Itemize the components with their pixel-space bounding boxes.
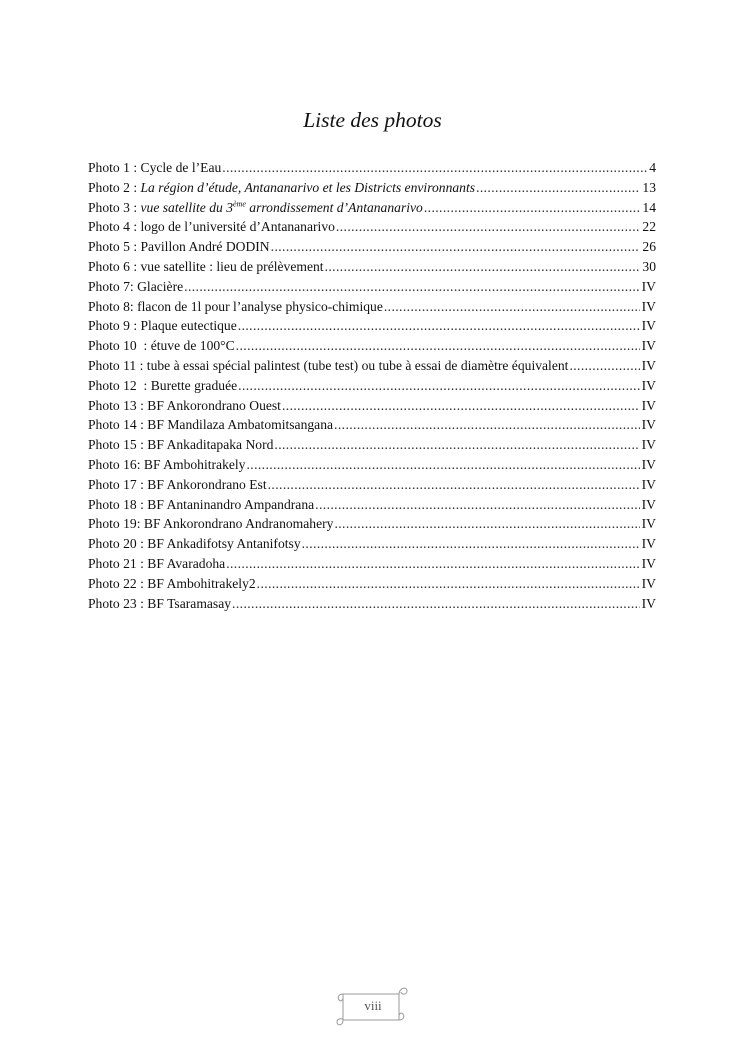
toc-entry[interactable] <box>88 297 656 317</box>
dot-leader <box>274 435 639 455</box>
toc-entry[interactable] <box>88 178 656 198</box>
toc-entry[interactable] <box>88 554 656 574</box>
dot-leader <box>384 297 640 317</box>
entry-page: IV <box>641 437 656 453</box>
entry-page: IV <box>641 516 656 532</box>
entry-caption: BF Ankorondrano Andranomahery <box>143 516 334 532</box>
entry-caption: BF Tsaramasay <box>147 595 232 611</box>
entry-caption: Cycle de l’Eau <box>140 160 222 175</box>
entry-prefix: Photo 12 : <box>88 377 151 393</box>
entry-page: IV <box>641 496 656 512</box>
entry-page: IV <box>641 377 656 393</box>
dot-leader <box>232 594 640 614</box>
entry-prefix: Photo 4 : <box>88 219 141 235</box>
entry-caption: La région d’étude, Antananarivo et les Districts environnants <box>140 179 476 195</box>
toc-entry[interactable] <box>88 237 656 257</box>
entry-prefix: Photo 10 : <box>88 338 151 354</box>
entry-caption: BF Ankorondrano Est <box>147 476 267 492</box>
entry-caption: étuve de 100°C <box>150 338 235 354</box>
entry-page: IV <box>641 456 656 472</box>
entry-prefix: Photo 19: <box>88 516 144 532</box>
toc-entry[interactable] <box>88 158 656 178</box>
entry-prefix: Photo 14 : <box>88 417 148 433</box>
toc-entry[interactable] <box>88 257 656 277</box>
dot-leader <box>476 178 640 198</box>
entry-prefix: Photo 15 : <box>88 437 148 453</box>
toc-entry[interactable] <box>88 396 656 416</box>
entry-caption: tube à essai spécial palintest (tube test) ou tube à essai de diamètre équivalent <box>146 357 569 373</box>
entry-prefix: Photo 20 : <box>88 536 148 552</box>
toc-entry[interactable] <box>88 574 656 594</box>
entry-caption: BF Ankorondrano Ouest <box>147 397 281 413</box>
dot-leader <box>569 356 639 376</box>
entry-page: 4 <box>649 160 656 175</box>
entry-prefix: Photo 11 : <box>88 357 147 373</box>
dot-leader <box>282 396 640 416</box>
dot-leader <box>315 495 639 515</box>
entry-page: IV <box>641 595 656 611</box>
entry-prefix: Photo 13 : <box>88 397 148 413</box>
entry-caption <box>141 200 423 215</box>
toc-entry[interactable] <box>88 475 656 495</box>
toc-entry[interactable] <box>88 594 656 614</box>
toc-entry[interactable] <box>88 277 656 297</box>
entry-page: IV <box>641 536 656 552</box>
entry-caption: flacon de 1l pour l’analyse physico-chimique <box>137 298 383 314</box>
page-title: Liste des photos <box>303 108 442 132</box>
toc-entry[interactable] <box>88 198 656 218</box>
dot-leader <box>336 217 640 237</box>
entry-caption: BF Ankadifotsy Antanifotsy <box>147 536 301 552</box>
dot-leader <box>334 415 640 435</box>
dot-leader <box>226 554 639 574</box>
entry-caption: vue satellite : lieu de prélèvement <box>140 258 324 274</box>
entry-page: 26 <box>642 239 656 255</box>
dot-leader <box>257 574 640 594</box>
entry-page: IV <box>641 575 656 591</box>
entry-caption: Plaque eutectique <box>140 318 237 334</box>
toc-entry[interactable] <box>88 376 656 396</box>
entry-caption: BF Mandilaza Ambatomitsangana <box>147 417 334 433</box>
entry-page: 30 <box>642 258 656 274</box>
entry-page: IV <box>641 298 656 314</box>
entry-caption: Glacière <box>137 278 184 294</box>
dot-leader <box>222 158 647 178</box>
entry-page: IV <box>641 318 656 334</box>
entry-prefix: Photo 17 : <box>88 476 148 492</box>
entry-caption: Pavillon André DODIN <box>140 239 270 255</box>
dot-leader <box>236 336 640 356</box>
dot-leader <box>238 316 640 336</box>
entry-caption-part: arrondissement d’Antananarivo <box>245 199 423 215</box>
entry-page: IV <box>641 397 656 413</box>
dot-leader <box>238 376 640 396</box>
dot-leader <box>268 475 640 495</box>
entry-page: 22 <box>642 219 656 235</box>
entry-page: 14 <box>642 199 656 215</box>
entry-page: IV <box>641 357 656 373</box>
entry-caption-part: vue satellite du 3 <box>140 199 233 215</box>
entry-caption: Burette graduée <box>150 377 238 393</box>
entry-page: IV <box>641 476 656 492</box>
entry-page: 13 <box>642 179 656 195</box>
entry-prefix: Photo 8: <box>88 298 138 314</box>
entry-prefix: Photo 22 : <box>88 575 148 591</box>
toc-entry[interactable] <box>88 336 656 356</box>
entry-prefix: Photo 7: <box>88 278 138 294</box>
entry-caption: logo de l’université d’Antananarivo <box>140 219 335 235</box>
superscript-ordinal: ème <box>233 199 246 209</box>
entry-prefix: Photo 21 : <box>88 555 148 571</box>
toc-entry[interactable] <box>88 316 656 336</box>
entry-page: IV <box>641 278 656 294</box>
entry-caption: BF Ankaditapaka Nord <box>147 437 274 453</box>
toc-entry[interactable] <box>88 356 656 376</box>
entry-prefix: Photo 18 : <box>88 496 148 512</box>
entry-prefix: Photo 2 : <box>88 179 141 195</box>
entry-prefix: Photo 23 : <box>88 595 148 611</box>
dot-leader <box>271 237 641 257</box>
toc-entry[interactable] <box>88 435 656 455</box>
dot-leader <box>424 198 641 218</box>
dot-leader <box>246 455 639 475</box>
entry-prefix: Photo 1 : <box>88 160 141 175</box>
page-footer <box>335 980 411 1032</box>
toc-entry[interactable] <box>88 495 656 515</box>
entry-prefix: Photo 3 : <box>88 199 141 215</box>
photo-list <box>88 158 656 613</box>
entry-prefix: Photo 9 : <box>88 318 141 334</box>
toc-entry[interactable] <box>88 455 656 475</box>
toc-entry[interactable] <box>88 217 656 237</box>
entry-prefix: Photo 5 : <box>88 239 141 255</box>
entry-page: IV <box>641 417 656 433</box>
dot-leader <box>334 514 639 534</box>
page-number: viii <box>364 998 382 1013</box>
entry-prefix: Photo 6 : <box>88 258 141 274</box>
entry-page: IV <box>641 338 656 354</box>
toc-entry[interactable] <box>88 534 656 554</box>
entry-caption: BF Ambohitrakely2 <box>147 575 256 591</box>
entry-caption: BF Antaninandro Ampandrana <box>147 496 315 512</box>
dot-leader <box>325 257 641 277</box>
entry-caption: BF Ambohitrakely <box>143 456 246 472</box>
toc-entry[interactable] <box>88 514 656 534</box>
dot-leader <box>184 277 639 297</box>
entry-prefix: Photo 16: <box>88 456 144 472</box>
entry-caption: BF Avaradoha <box>147 555 226 571</box>
toc-entry[interactable] <box>88 415 656 435</box>
dot-leader <box>302 534 640 554</box>
entry-page: IV <box>641 555 656 571</box>
